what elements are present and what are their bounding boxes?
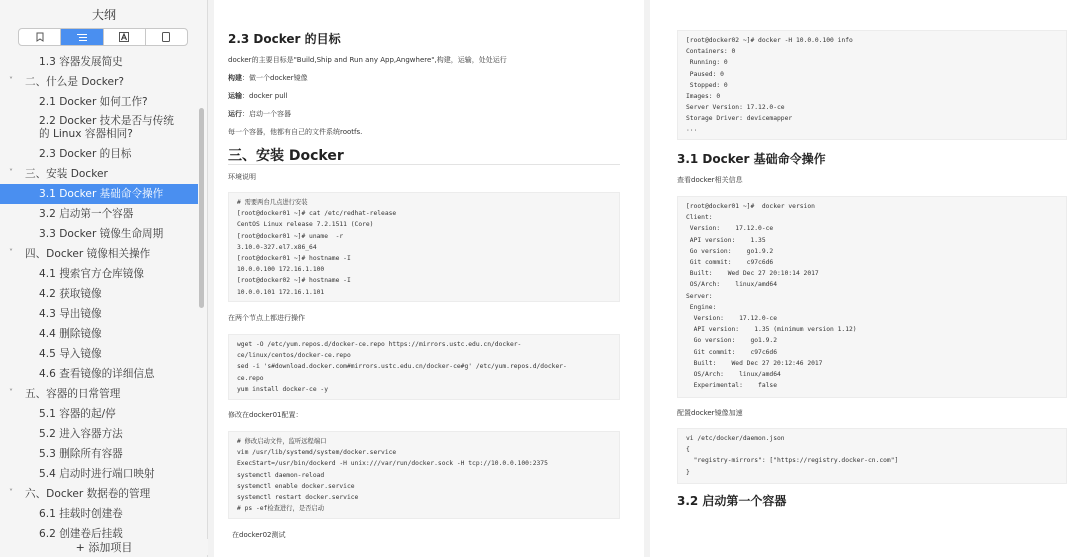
- heading-first-container: 3.2 启动第一个容器: [677, 494, 787, 508]
- code-block-env: # 需要两台几点进行安装 [root@docker01 ~]# cat /etc/redhat-release CentOS Linux release 7.2.1511 (Core) [root@docker01 ~]# uname -r 3.10.0-327.el7.x86_64 [root@docker01 ~]# hostname -I 10.0.0.100 172.16.1.100 [root@docker02 ~]# hostname -I 10.0.0.101 172.16.1.101: [228, 192, 620, 302]
- toc-item-label: 五、容器的日常管理: [25, 388, 121, 400]
- mirror-paragraph: 配置docker镜像加速: [677, 409, 743, 417]
- toc-item[interactable]: [0, 424, 198, 444]
- toc-item[interactable]: [0, 524, 198, 538]
- toc-item[interactable]: [0, 144, 198, 164]
- toc-item-label: 1.3 容器发展简史: [39, 56, 123, 68]
- toc-item[interactable]: [0, 112, 198, 144]
- toc-item[interactable]: [0, 184, 198, 204]
- toc-item-label: 5.2 进入容器方法: [39, 428, 123, 440]
- sidebar-scrollbar[interactable]: [199, 108, 204, 308]
- toc-item-label: 4.6 查看镜像的详细信息: [39, 368, 155, 380]
- modify-paragraph: 修改在docker01配置：: [228, 411, 303, 419]
- toc-item[interactable]: [0, 304, 198, 324]
- code-block-version: [root@docker01 ~]# docker version Client: Version: 17.12.0-ce API version: 1.35 Go version: go1.9.2 Git commit: c97c6d6 Built: Wed Dec 27 20:10:14 2017 OS/Arch: linux/amd64 Server: Engine: Version: 17.12.0-ce API version: 1.35 (minimum version 1.12) Go version: go1.9.2 Git commit: c97c6d6 Built: Wed Dec 27 20:12:46 2017 OS/Arch: linux/amd64 Experimental: false: [677, 196, 1067, 398]
- chevron-down-icon[interactable]: ˅: [9, 76, 13, 85]
- toc-item-label: 4.2 获取镜像: [39, 288, 102, 300]
- chevron-down-icon[interactable]: ˅: [9, 168, 13, 177]
- chevron-down-icon[interactable]: ˅: [9, 248, 13, 257]
- build-paragraph: [228, 73, 308, 83]
- toc-item[interactable]: [0, 72, 198, 92]
- toc-item[interactable]: [0, 244, 198, 264]
- bookmark-icon[interactable]: [19, 29, 61, 45]
- toc-item-label: 6.2 创建卷后挂载: [39, 528, 123, 538]
- build-label: 构建: [228, 74, 242, 82]
- chevron-down-icon[interactable]: ˅: [9, 388, 13, 397]
- goal-paragraph: docker的主要目标是"Build,Ship and Run any App,Angwhere",构建，运输，处处运行: [228, 56, 507, 64]
- toc-item[interactable]: [0, 52, 198, 72]
- sidebar-title: 大纲: [91, 8, 116, 22]
- toc-item[interactable]: [0, 444, 198, 464]
- rootfs-paragraph: 每一个容器，他都有自己的文件系统rootfs.: [228, 128, 363, 136]
- toc-item[interactable]: [0, 224, 198, 244]
- outline-list: [0, 50, 198, 538]
- document-page-left: [214, 0, 644, 557]
- toc-item[interactable]: [0, 484, 198, 504]
- code-block-mirror: vi /etc/docker/daemon.json { "registry-mirrors": ["https://registry.docker-cn.com"] }: [677, 428, 1067, 484]
- list-icon[interactable]: [61, 29, 103, 45]
- toc-item-label: 2.2 Docker 技术是否与传统的 Linux 容器相同?: [39, 115, 174, 140]
- toc-item-label: 2.1 Docker 如何工作?: [39, 96, 148, 108]
- build-text: ：做一个docker镜像: [242, 74, 308, 82]
- two-nodes-paragraph: 在两个节点上都进行操作: [228, 314, 305, 322]
- heading-basic-commands: 3.1 Docker 基础命令操作: [677, 152, 826, 166]
- run-label: 运行: [228, 110, 242, 118]
- env-paragraph: 环境说明: [228, 173, 256, 181]
- toc-item-label: 3.1 Docker 基础命令操作: [39, 188, 164, 200]
- sidebar-view-tabs: [18, 28, 188, 46]
- toc-item-label: 4.3 导出镜像: [39, 308, 102, 320]
- toc-item[interactable]: [0, 204, 198, 224]
- run-text: ：启动一个容器: [242, 110, 291, 118]
- heading-install-docker: 三、安装 Docker: [228, 148, 344, 164]
- run-paragraph: [228, 109, 291, 119]
- ship-paragraph: [228, 91, 288, 101]
- toc-item[interactable]: [0, 92, 198, 112]
- toc-item-label: 5.1 容器的起/停: [39, 408, 116, 420]
- chevron-down-icon[interactable]: ˅: [9, 488, 13, 497]
- toc-item[interactable]: [0, 284, 198, 304]
- toc-item-label: 4.4 删除镜像: [39, 328, 102, 340]
- code-block-info: [root@docker02 ~]# docker -H 10.0.0.100 info Containers: 0 Running: 0 Paused: 0 Stopped: 0 Images: 0 Server Version: 17.12.0-ce Storage Driver: devicemapper ···: [677, 30, 1067, 140]
- toc-item-label: 4.1 搜索官方仓库镜像: [39, 268, 144, 280]
- toc-item[interactable]: [0, 384, 198, 404]
- heading-docker-goal: 2.3 Docker 的目标: [228, 32, 341, 46]
- toc-item[interactable]: [0, 464, 198, 484]
- ship-text: ：docker pull: [242, 92, 288, 100]
- code-block-install: wget -O /etc/yum.repos.d/docker-ce.repo https://mirrors.ustc.edu.cn/docker- ce/linux/centos/docker-ce.repo sed -i 's#download.docker.com#mirrors.ustc.edu.cn/docker-ce#g' /etc/yum.repos.d/docker- ce.repo yum install docker-ce -y: [228, 334, 620, 400]
- toc-item-label: 5.4 启动时进行端口映射: [39, 468, 155, 480]
- a-icon[interactable]: [104, 29, 146, 45]
- toc-item-label: 3.2 启动第一个容器: [39, 208, 134, 220]
- toc-item[interactable]: [0, 504, 198, 524]
- toc-item[interactable]: [0, 404, 198, 424]
- toc-item-label: 3.3 Docker 镜像生命周期: [39, 228, 164, 240]
- heading-divider: [228, 164, 620, 165]
- file-icon[interactable]: [146, 29, 187, 45]
- toc-item-label: 三、安装 Docker: [25, 168, 108, 180]
- toc-item[interactable]: [0, 264, 198, 284]
- view-info-paragraph: 查看docker相关信息: [677, 176, 743, 184]
- outline-sidebar: [0, 0, 208, 557]
- toc-item-label: 5.3 删除所有容器: [39, 448, 123, 460]
- code-block-service: # 修改启动文件，监听远程端口 vim /usr/lib/systemd/system/docker.service ExecStart=/usr/bin/dockerd -H unix:///var/run/docker.sock -H tcp://10.0.0.100:2375 systemctl daemon-reload systemctl enable docker.service systemctl restart docker.service # ps -ef检查进行，是否启动: [228, 431, 620, 519]
- document-page-right: [650, 0, 1080, 557]
- toc-item[interactable]: [0, 364, 198, 384]
- toc-item-label: 四、Docker 镜像相关操作: [25, 248, 151, 260]
- test-paragraph: 在docker02测试: [232, 531, 286, 539]
- toc-item[interactable]: [0, 344, 198, 364]
- toc-item[interactable]: [0, 324, 198, 344]
- add-item-button[interactable]: + 添加项目: [0, 539, 208, 555]
- toc-item[interactable]: [0, 164, 198, 184]
- toc-item-label: 6.1 挂载时创建卷: [39, 508, 123, 520]
- ship-label: 运输: [228, 92, 242, 100]
- toc-item-label: 六、Docker 数据卷的管理: [25, 488, 151, 500]
- toc-item-label: 4.5 导入镜像: [39, 348, 102, 360]
- toc-item-label: 二、什么是 Docker?: [25, 76, 125, 88]
- toc-item-label: 2.3 Docker 的目标: [39, 148, 132, 160]
